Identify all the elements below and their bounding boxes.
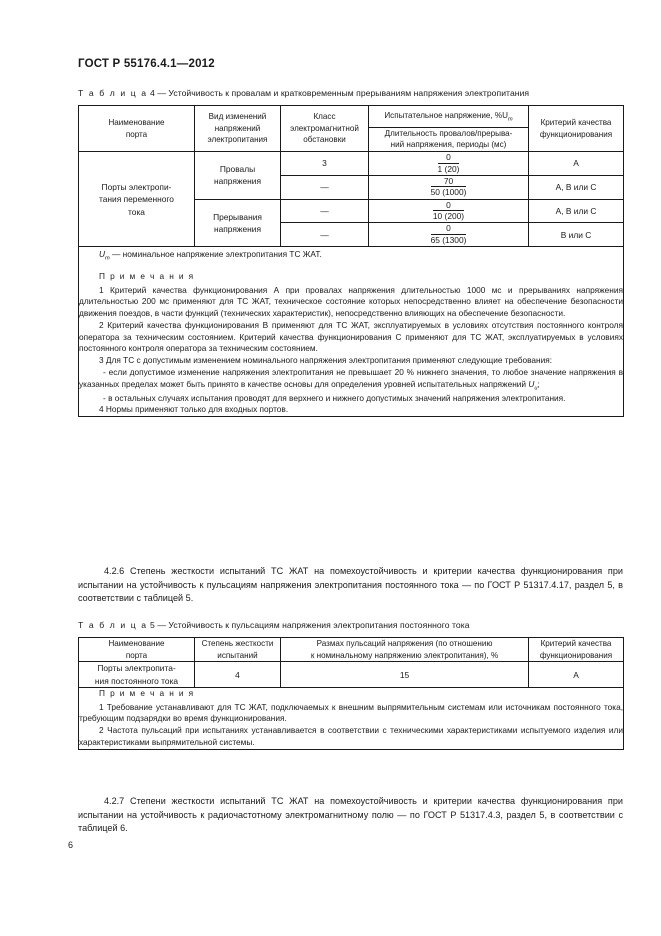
table4-header-criterion xyxy=(529,106,624,152)
fraction xyxy=(431,223,467,245)
clause-4-2-7-text: 4.2.7 Степени жесткости испытаний ТС ЖАТ на помехоустойчивость и критерии качества функционирования при испытании на устойчивость к радиочастотному электромагнитному полю — по ГОСТ Р 51317.4.3, раздел 5, в соответствии с таблицей 6. xyxy=(78,796,623,834)
note-2: 2 Частота пульсаций при испытаниях устанавливается в соответствии с техническими характеристиками испытуемого изделия или характеристиками выпрямительной системы. xyxy=(79,725,623,747)
label-line: Наименование xyxy=(108,639,165,648)
table5-notes-row xyxy=(79,687,624,749)
subscript-t: т xyxy=(507,116,513,123)
label-line: порта xyxy=(125,650,148,660)
label-line: тока xyxy=(128,206,145,217)
table4-header-change-type xyxy=(195,106,281,152)
table4-caption-number: 4 xyxy=(150,88,155,98)
note-text: — номинальное напряжение электропитания ТС ЖАТ. xyxy=(109,248,322,259)
label-line: Критерий качества xyxy=(540,639,612,648)
label-line: к номинальному напряжению электропитания), % xyxy=(310,650,499,660)
table4-cell-class: — xyxy=(281,199,369,223)
table4-caption-label: Т а б л и ц а xyxy=(78,88,148,98)
table4-cell-class: — xyxy=(281,175,369,199)
label-line: Наименование xyxy=(108,117,165,127)
fraction-numerator: 0 xyxy=(438,152,460,164)
table5-caption-text: — Устойчивость к пульсациям напряжения электропитания постоянного тока xyxy=(157,620,470,630)
table4-header-test-voltage xyxy=(369,106,529,128)
table4-cell-criterion: А xyxy=(529,152,624,176)
table4-header-class xyxy=(281,106,369,152)
note-1: 1 Требование устанавливают для ТС ЖАТ, подключаемых к внешним выпрямительным системам или источникам постоянного тока, требующим подзарядки во время функционирования. xyxy=(79,701,623,724)
symbol-u: U xyxy=(528,378,535,389)
table4-cell-change-type xyxy=(195,152,281,199)
table5-cell-port xyxy=(79,662,195,687)
table5-notes xyxy=(79,687,624,749)
label-line: электромагнитной xyxy=(290,123,359,133)
note-3-dash-2: - в остальных случаях испытания проводят для верхнего и нижнего допустимых значений напряжения электропитания. xyxy=(103,392,566,403)
table4-block xyxy=(78,88,623,417)
table4-cell-criterion: А, В или С xyxy=(529,175,624,199)
label-line: функционирования xyxy=(539,129,613,139)
table4-cell-class: — xyxy=(281,223,369,247)
label-line: ний напряжения, периоды (мс) xyxy=(390,140,507,150)
table4-cell-test-voltage xyxy=(369,223,529,247)
label-line: Длительность провалов/прерыва- xyxy=(384,128,513,138)
label-line: испытаний xyxy=(217,650,258,660)
table4-cell-change-type xyxy=(195,199,281,246)
table4 xyxy=(78,105,624,417)
fraction-denominator: 65 (1300) xyxy=(430,234,467,245)
table5-header-ripple xyxy=(281,638,529,662)
page-number: 6 xyxy=(68,840,74,850)
note-3: 3 Для ТС с допустимым изменением номинального напряжения электропитания применяют следующие требования: xyxy=(99,355,553,366)
subscript-t: т xyxy=(105,255,110,262)
table5-cell-criterion: А xyxy=(529,662,624,687)
label-line: напряжений xyxy=(214,123,261,133)
label-line: Прерывания xyxy=(213,211,262,222)
note-2: 2 Критерий качества функционирования В применяют для ТС ЖАТ, эксплуатируемых в условиях отсутствия постоянного контроля оператора за техническим состоянием. Критерий качества функционирования С применяют для ТС ЖАТ, эксплуатируемых в условиях постоянного контроля оператора за техническим состоянием. xyxy=(79,319,623,354)
table4-cell-port xyxy=(79,152,195,247)
note-1: 1 Критерий качества функционирования А при провалах напряжения длительностью 1000 мс и прерываниях напряжения длительностью 200 мс применяют для ТС ЖАТ, техническое состояние которых непосредственно влияет на обеспечение безопасности движения поездов, в части функций (технических характеристик), непосредственно влияющих на обеспечение безопасности. xyxy=(79,284,623,319)
table4-cell-criterion: А, В или С xyxy=(529,199,624,223)
clause-4-2-6-block xyxy=(78,565,623,606)
fraction xyxy=(433,200,464,222)
label-line: ния постоянного тока xyxy=(94,675,179,686)
label-line: Критерий качества xyxy=(540,117,612,127)
fraction-numerator: 0 xyxy=(433,200,464,212)
symbol-u: U xyxy=(99,248,105,259)
table5-cell-ripple: 15 xyxy=(281,662,529,687)
table4-header-port xyxy=(79,106,195,152)
fraction-denominator: 1 (20) xyxy=(437,163,460,174)
note-4: 4 Нормы применяют только для входных портов. xyxy=(99,404,289,415)
fraction xyxy=(438,152,460,174)
table4-notes-row xyxy=(79,246,624,416)
fraction xyxy=(431,176,467,198)
table5-caption-label: Т а б л и ц а xyxy=(78,620,148,630)
fraction-denominator: 10 (200) xyxy=(432,211,465,222)
table5 xyxy=(78,637,624,750)
fraction-numerator: 0 xyxy=(431,223,467,235)
fraction-denominator: 50 (1000) xyxy=(430,187,467,198)
clause-4-2-7-block xyxy=(78,795,623,836)
table5-header-port xyxy=(79,638,195,662)
table4-cell-test-voltage xyxy=(369,175,529,199)
table4-cell-test-voltage xyxy=(369,199,529,223)
label-line: напряжения xyxy=(213,223,261,234)
table5-caption xyxy=(78,620,623,630)
table5-block xyxy=(78,620,623,750)
label-line: Провалы xyxy=(219,164,256,175)
table5-header-row xyxy=(79,638,624,662)
subscript-i: и xyxy=(534,385,538,392)
table5-cell-severity: 4 xyxy=(195,662,281,687)
table5-header-severity xyxy=(195,638,281,662)
label-line: функционирования xyxy=(539,650,613,660)
label-line: электропитания xyxy=(207,135,268,145)
fraction-numerator: 70 xyxy=(431,176,467,188)
label-line: Вид изменений xyxy=(208,111,267,121)
note-text: ; xyxy=(537,378,540,389)
table4-cell-criterion: В или С xyxy=(529,223,624,247)
label-line: порта xyxy=(125,129,148,139)
label-line: Степень жесткости xyxy=(201,639,274,648)
label-line: обстановки xyxy=(303,135,346,145)
label-line: Класс xyxy=(313,111,336,121)
clause-4-2-6-text: 4.2.6 Степень жесткости испытаний ТС ЖАТ на помехоустойчивость и критерии качества функционирования при испытании на устойчивость к пульсациям напряжения электропитания постоянного тока — по ГОСТ Р 51317.4.17, раздел 5, в соответствии с таблицей 5. xyxy=(78,566,623,604)
table4-caption-text: — Устойчивость к провалам и кратковременным прерываниям напряжения электропитания xyxy=(157,88,530,98)
table4-cell-test-voltage xyxy=(369,152,529,176)
label-line: Порты электропи- xyxy=(101,181,172,192)
note-ut-definition xyxy=(79,249,623,263)
label-line: Испытательное напряжение, %U xyxy=(384,111,508,120)
notes-heading: П р и м е ч а н и я xyxy=(99,687,195,698)
table4-header-row xyxy=(79,106,624,128)
notes-heading: П р и м е ч а н и я xyxy=(99,270,195,281)
table5-header-criterion xyxy=(529,638,624,662)
label-line: напряжения xyxy=(213,176,261,187)
label-line: Размах пульсаций напряжения (по отношению xyxy=(316,639,493,648)
note-3-dash-1 xyxy=(79,367,623,393)
table4-notes xyxy=(79,246,624,416)
page-header-standard-code: ГОСТ Р 55176.4.1—2012 xyxy=(78,58,215,70)
table-row xyxy=(79,662,624,687)
table4-header-duration xyxy=(369,127,529,151)
table4-caption xyxy=(78,88,623,98)
label-line: Порты электропита- xyxy=(97,663,176,674)
note-text: - если допустимое изменение напряжения электропитания не превышает 20 % нижнего значения, то любое значение напряжения в указанных пределах может быть принято в качестве основы для определения уровней испытательных напряжений xyxy=(79,366,623,389)
label-line: тания переменного xyxy=(99,194,174,205)
table5-caption-number: 5 xyxy=(150,620,155,630)
table4-cell-class: 3 xyxy=(281,152,369,176)
table-row xyxy=(79,152,624,176)
